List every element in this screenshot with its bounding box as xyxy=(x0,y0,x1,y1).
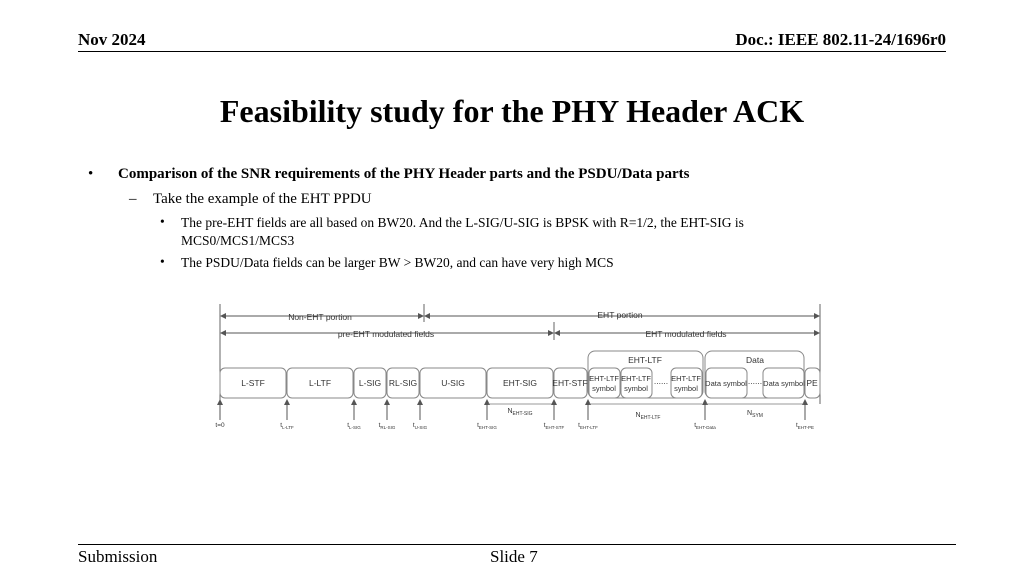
header-rule xyxy=(78,51,946,52)
time-ehtsig: $t_{EHT-SIG}$ xyxy=(477,422,497,430)
eht-portion-label: EHT portion xyxy=(597,310,643,320)
bullet-text: Take the example of the EHT PPDU xyxy=(153,191,372,207)
time-usig: $t_{U-SIG}$ xyxy=(412,422,428,430)
header-date: Nov 2024 xyxy=(78,30,146,49)
slide-title: Feasibility study for the PHY Header ACK xyxy=(219,93,805,129)
bullet-text: Comparison of the SNR requirements of the PHY Header parts and the PSDU/Data parts xyxy=(118,166,690,182)
eht-modulated-label: EHT modulated fields xyxy=(645,329,727,339)
field-ltf2-label: EHT-LTF symbol xyxy=(621,374,651,393)
field-lstf-label: L-STF xyxy=(241,378,265,388)
bullet-marker: • xyxy=(88,166,94,182)
bullet-level2 xyxy=(129,191,372,208)
n-sym-label: $N_{SYM}$ xyxy=(747,410,763,419)
field-lltf-label: L-LTF xyxy=(308,378,332,388)
bullet-text: The PSDU/Data fields can be larger BW > BW20, and can have very high MCS xyxy=(181,255,614,270)
time-ehtpe: $t_{EHT-PE}$ xyxy=(795,422,815,430)
field-ltf2 xyxy=(621,368,652,398)
time-ehtdata: $t_{EHT-Data}$ xyxy=(694,422,716,430)
bullet-level3 xyxy=(160,214,744,248)
bullet-marker: • xyxy=(160,214,165,229)
time-rlsig: $t_{RL-SIG}$ xyxy=(378,422,396,430)
field-pe-label: PE xyxy=(806,378,818,388)
field-ltf1-label: EHT-LTF symbol xyxy=(589,374,619,393)
eht-ltf-group-label: EHT-LTF xyxy=(628,355,662,365)
footer-rule xyxy=(78,544,956,545)
field-data1-label: Data symbol xyxy=(705,379,747,388)
field-ltfn-label: EHT-LTF symbol xyxy=(671,374,701,393)
footer-submission: Submission xyxy=(78,547,158,566)
ltf-dots: ...... xyxy=(653,376,669,386)
footer-slide-number: Slide 7 xyxy=(490,547,538,566)
header-doc-id: Doc.: IEEE 802.11-24/1696r0 xyxy=(735,30,946,49)
non-eht-label: Non-EHT portion xyxy=(288,312,352,322)
field-usig-label: U-SIG xyxy=(441,378,465,388)
eht-ppdu-diagram xyxy=(208,300,833,435)
time-t0: t=0 xyxy=(215,422,225,429)
n-ehtsig-label: $N_{EHT-SIG}$ xyxy=(507,408,533,417)
field-rlsig-label: RL-SIG xyxy=(388,378,418,388)
field-datan-label: Data symbol xyxy=(763,379,805,388)
field-ehtstf-label: EHT-STF xyxy=(552,378,588,388)
data-dots: ...... xyxy=(747,376,763,386)
field-lsig-label: L-SIG xyxy=(358,378,382,388)
time-lsig: $t_{L-SIG}$ xyxy=(347,422,361,430)
data-group-label: Data xyxy=(746,355,764,365)
field-ehtsig-label: EHT-SIG xyxy=(502,378,538,388)
time-ehtstf: $t_{EHT-STF}$ xyxy=(543,422,565,430)
bullet-text: The pre-EHT fields are all based on BW20. And the L-SIG/U-SIG is BPSK with R=1/2, the EHT-SIG is MCS0/MCS1/MCS3 xyxy=(181,215,744,248)
bullet-marker: • xyxy=(160,254,165,269)
time-ehtltf: $t_{EHT-LTF}$ xyxy=(578,422,598,430)
field-ltf1 xyxy=(589,368,620,398)
bullet-marker: – xyxy=(129,191,137,207)
field-ltfn xyxy=(671,368,702,398)
bullet-level3 xyxy=(160,254,614,270)
n-ehtltf-label: $N_{EHT-LTF}$ xyxy=(635,412,661,421)
pre-eht-label: pre-EHT modulated fields xyxy=(337,329,435,339)
bullet-level1 xyxy=(88,166,690,183)
time-lltf: $t_{L-LTF}$ xyxy=(280,422,294,430)
